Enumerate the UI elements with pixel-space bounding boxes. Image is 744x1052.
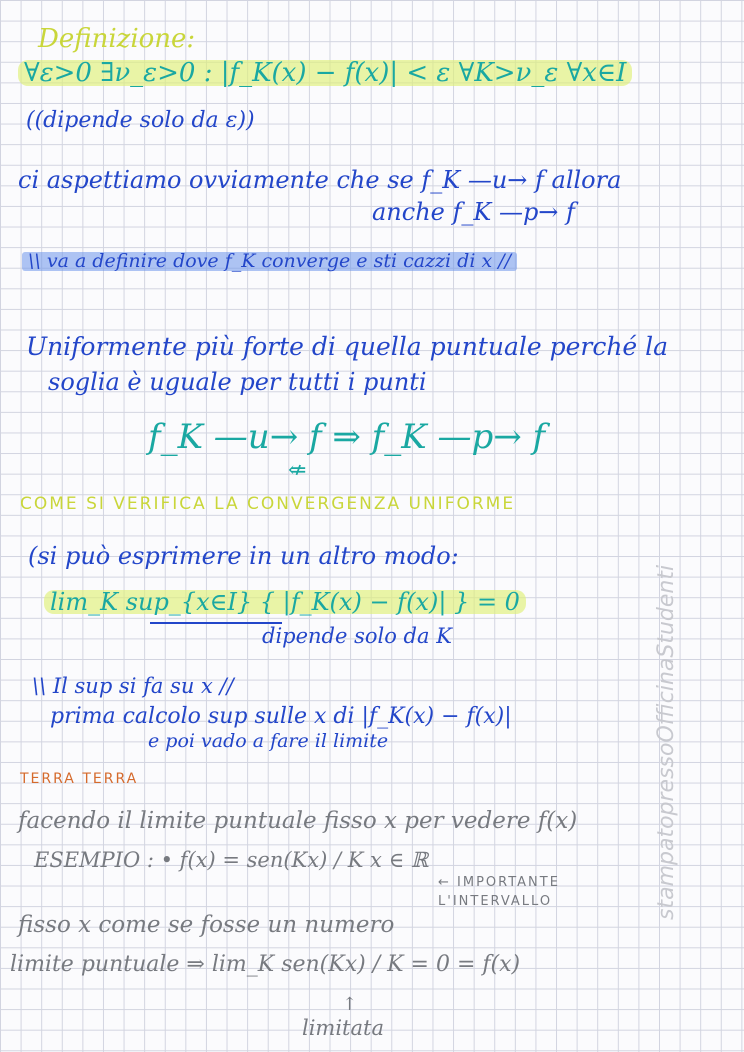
- expect-line-1: ci aspettiamo ovviamente che se f_K —u→ f allora: [18, 166, 622, 194]
- fix-line: fisso x come se fosse un numero: [18, 912, 395, 938]
- bounded-label: limitata: [302, 1016, 384, 1040]
- sup-note: \\ Il sup si fa su x //: [32, 674, 234, 698]
- example-line: ESEMPIO : • f(x) = sen(Kx) / K x ∈ ℝ: [34, 848, 429, 872]
- not-converse-symbol: ⇍: [288, 458, 307, 483]
- heading-definizione: Definizione:: [38, 24, 196, 54]
- uniform-line-1: Uniformente più forte di quella puntuale perché la: [26, 332, 669, 361]
- define-where-note: \\ va a definire dove f_K converge e sti cazzi di x //: [22, 252, 517, 271]
- pointwise-line: facendo il limite puntuale fisso x per vedere f(x): [18, 808, 578, 834]
- uniform-line-2: soglia è uguale per tutti i punti: [48, 368, 427, 396]
- watermark: stampatopressoOfficinaStudenti: [654, 564, 679, 920]
- definition-formula: ∀ε>0 ∃ν_ε>0 : |f_K(x) − f(x)| < ε ∀K>ν_ε ∀x∈I: [18, 60, 632, 86]
- depends-k-note: dipende solo da K: [262, 624, 452, 648]
- bounded-arrow: ↑: [342, 994, 358, 1015]
- important-note-1: ← IMPORTANTE: [438, 875, 560, 890]
- expect-line-2: anche f_K —p→ f: [372, 198, 575, 226]
- heading-terra-terra: TERRA TERRA: [20, 771, 139, 787]
- limsup-formula: lim_K sup_{x∈I} { |f_K(x) − f(x)| } = 0: [44, 590, 526, 614]
- first-line-2: e poi vado a fare il limite: [148, 730, 389, 752]
- limit-line: limite puntuale ⇒ lim_K sen(Kx) / K = 0 = f(x): [10, 952, 521, 977]
- important-note-2: L'INTERVALLO: [438, 894, 553, 909]
- implication-formula: f_K —u→ f ⇒ f_K —p→ f: [148, 417, 546, 457]
- first-line-1: prima calcolo sup sulle x di |f_K(x) − f(x)|: [50, 704, 512, 729]
- express-line: (si può esprimere in un altro modo:: [28, 542, 459, 570]
- heading-verifica: COME SI VERIFICA LA CONVERGENZA UNIFORME: [20, 494, 516, 514]
- depends-note: ((dipende solo da ε)): [26, 108, 255, 133]
